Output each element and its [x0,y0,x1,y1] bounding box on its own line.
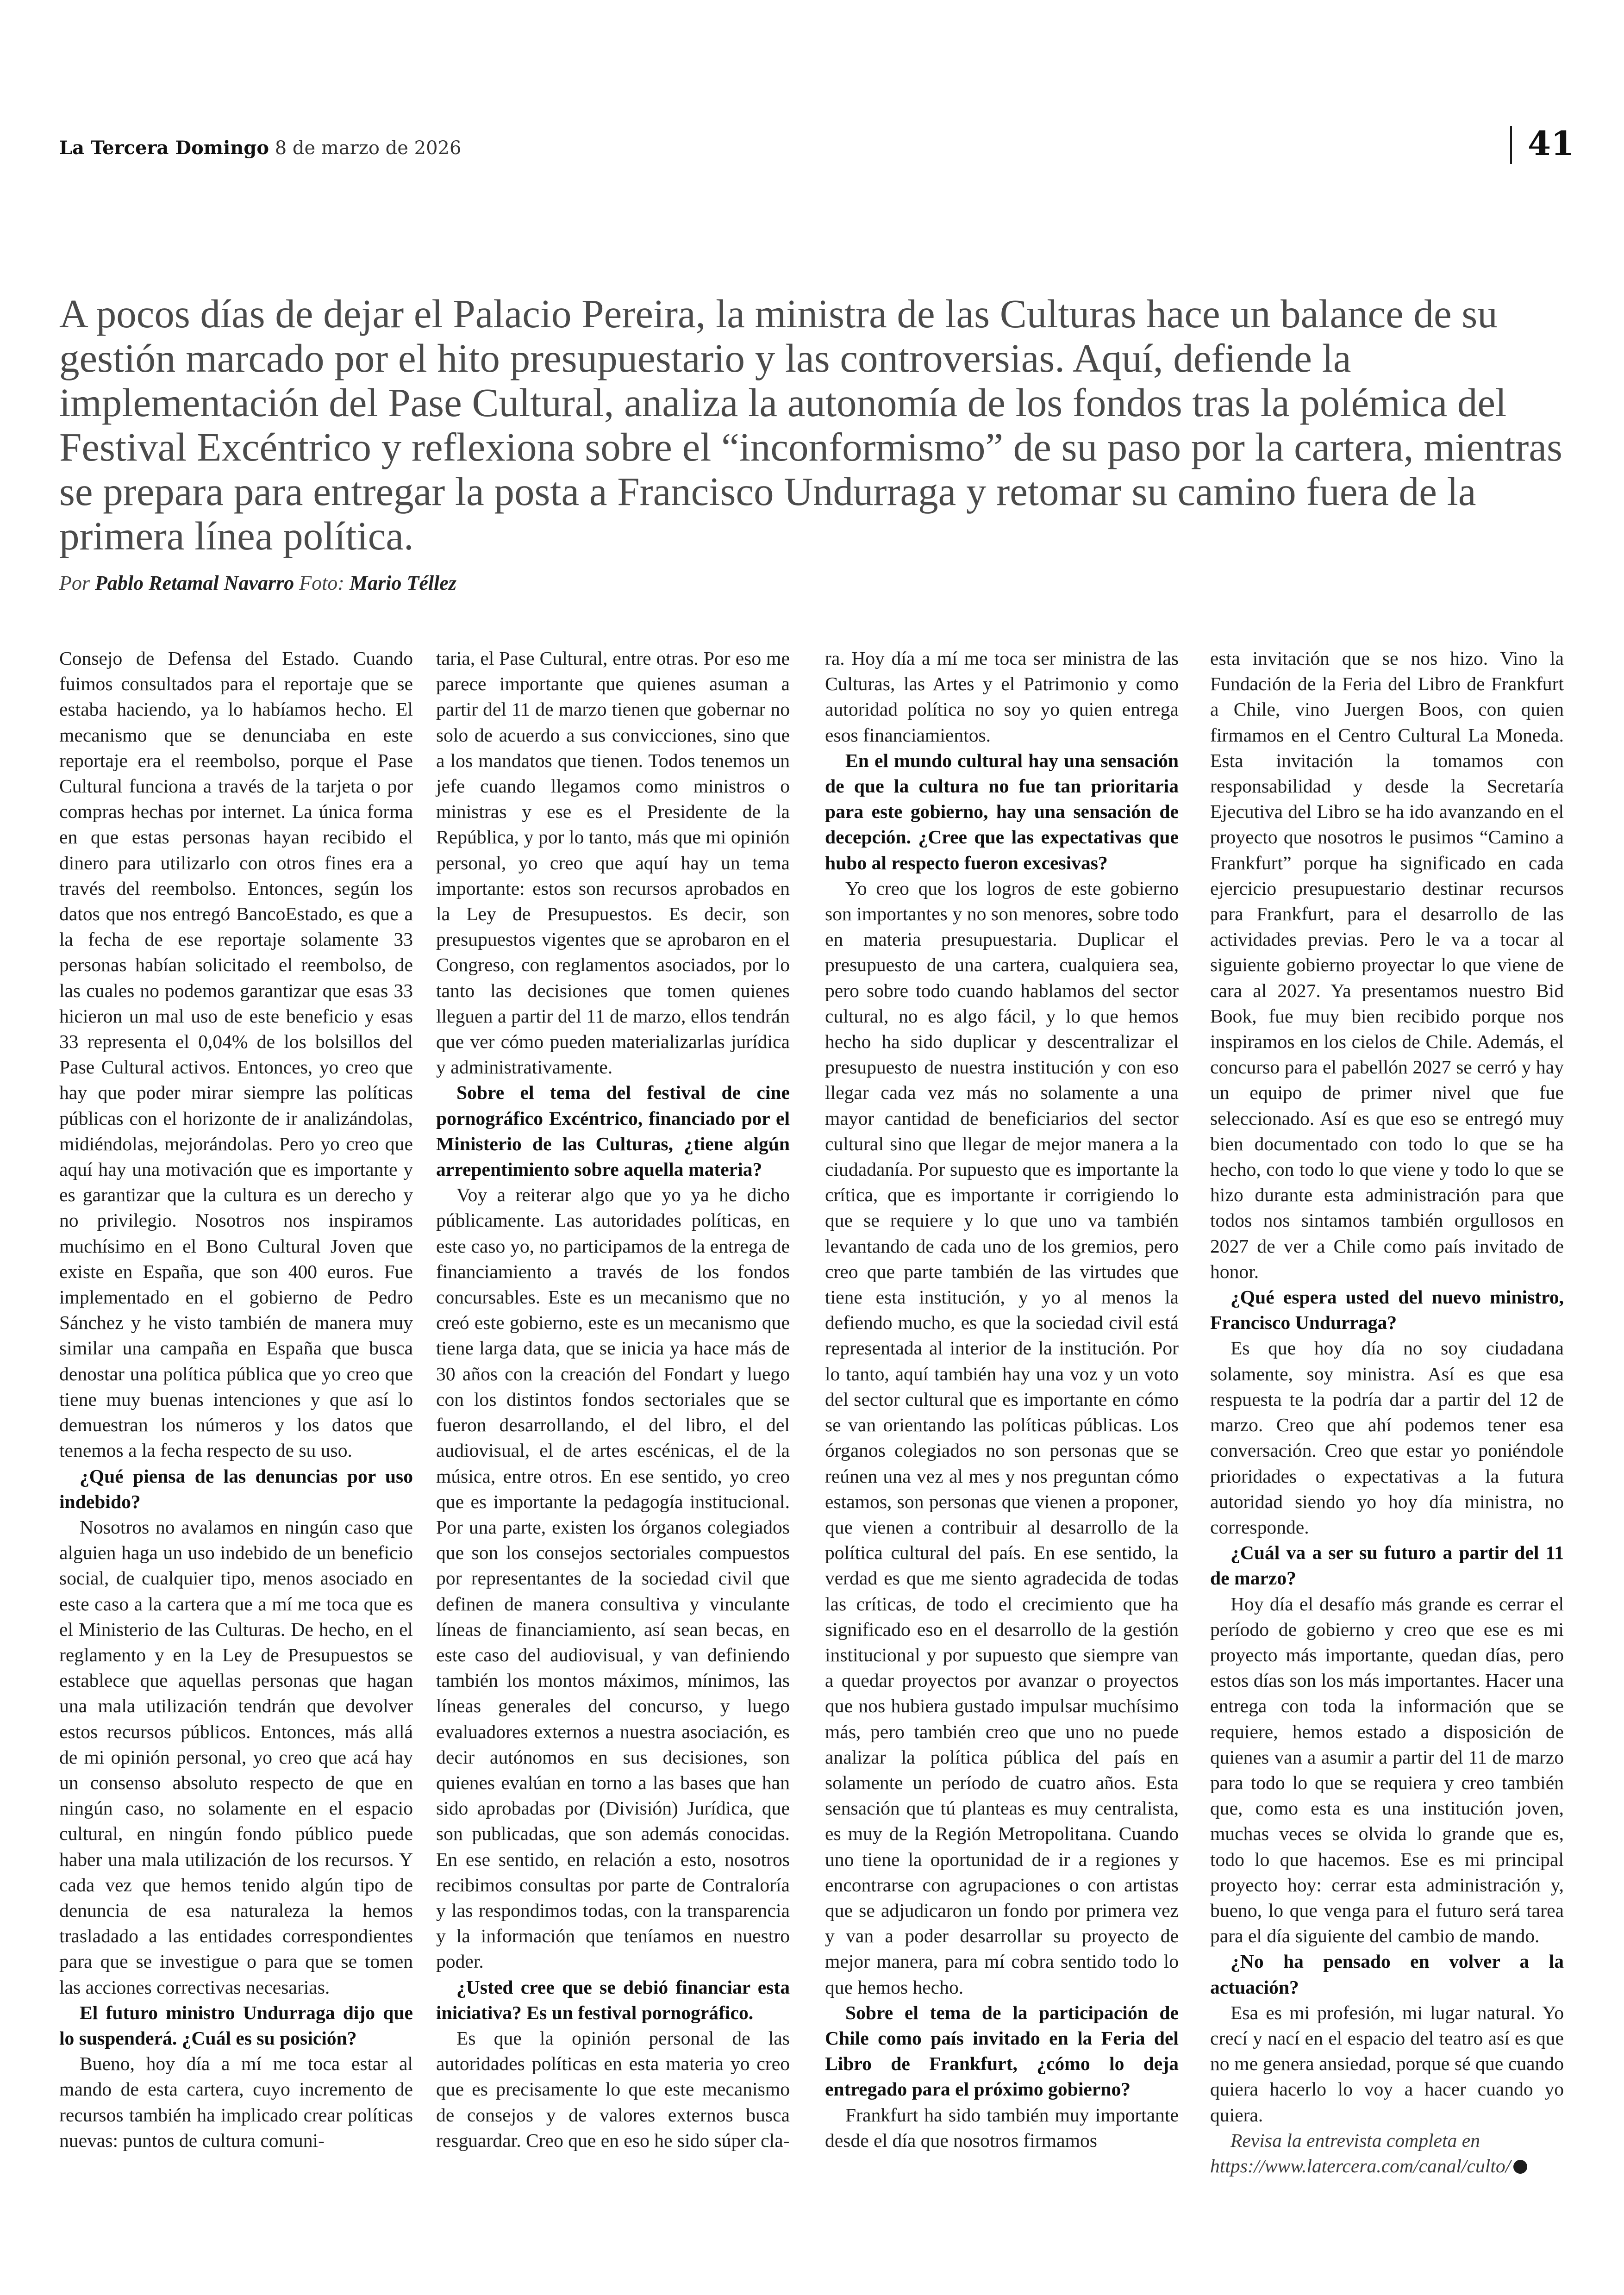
paragraph: taria, el Pase Cultural, entre otras. Por eso me parece importante que quienes asuman a partir del 11 de marzo tienen que gobernar no solo de acuerdo a sus convicciones, sino que a los mandatos que tienen. Todos tenemos un jefe cuando llegamos como ministros o ministras y ese es el Presidente de la República, y por lo tanto, más que mi opinión personal, yo creo que aquí hay un tema importante: estos son recursos aprobados en la Ley de Presupuestos. Es decir, son presupuestos vigentes que se aprobaron en el Congreso, con reglamentos asociados, por lo tanto las decisiones que tomen quienes lleguen a partir del 11 de marzo, ellos tendrán que ver cómo pueden materializarlas jurídica y administrativamente. [436,648,790,1078]
paragraph: Yo creo que los logros de este gobierno son importantes y no son menores, sobre todo en materia presupuestaria. Duplicar el presupuesto de una cartera, cualquiera sea, pero sobre todo cuando hablamos del sector cultural, no es algo fácil, y lo que hemos hecho ha sido duplicar y descentralizar el presupuesto de nuestra institución y con eso llegar cada vez más no solamente a una mayor cantidad de beneficiarios del sector cultural sino que llegar de mejor manera a la ciudadanía. Por supuesto que es importante la crítica, que es importante ir corrigiendo lo que se requiere y lo que uno va también levantando de cada uno de los gremios, pero creo que parte también de las virtudes que tiene esta institución, y yo al menos la defiendo mucho, es que la sociedad civil está representada al interior de la institución. Por lo tanto, aquí también hay una voz y un voto del sector cultural que es importante en cómo se van orientando las políticas públicas. Los órganos colegiados no son personas que se reúnen una vez al mes y nos preguntan cómo estamos, son personas que vienen a proponer, que vienen a contribuir al desarrollo de la política cultural del país. En ese sentido, la verdad es que me siento agradecida de todas las críticas, de todo el crecimiento que ha significado eso en el desarrollo de la gestión institucional y por supuesto que siempre van a quedar proyectos por avanzar o proyectos que nos hubiera gustado impulsar muchísimo más, pero también creo que uno no puede analizar la política pública del país en solamente un período de cuatro años. Esta sensación que tú planteas es muy centralista, es muy de la Región Metropolitana. Cuando uno tiene la oportunidad de ir a regiones y encontrarse con agrupaciones o con artistas que se adjudicaron un fondo por primera vez y van a poder desarrollar su proyecto de mejor manera, para mí cobra sentido todo lo que hemos hecho. [825,877,1179,1998]
paragraph: esta invitación que se nos hizo. Vino la Fundación de la Feria del Libro de Frankfurt a Chile, vino Juergen Boos, con quien firmamos en el Centro Cultural La Moneda. Esta invitación la tomamos con responsabilidad y desde la Secretaría Ejecutiva del Libro se ha ido avanzando en el proyecto que nosotros le pusimos “Camino a Frankfurt” porque ha significado en cada ejercicio presupuestario destinar recursos para Frankfurt, para el desarrollo de las actividades previas. Pero le va a tocar al siguiente gobierno proyectar lo que viene de cara al 2027. Ya presentamos nuestro Bid Book, fue muy bien recibido porque nos inspiramos en los cielos de Chile. Además, el concurso para el pabellón 2027 se cerró y hay un equipo de primer nivel que fue seleccionado. Así es que eso se entregó muy bien documentado con todo lo que se ha hecho, con todo lo que viene y todo lo que se hizo durante esta administración para que todos nos sintamos también orgullosos en 2027 de ver a Chile como país invitado de honor. [1210,648,1564,1282]
publication-name: La Tercera Domingo [59,137,269,159]
page-number-divider [1510,126,1512,164]
interview-question: ¿Usted cree que se debió financiar esta iniciativa? Es un festival pornográfico. [436,1976,790,2023]
interview-question: Sobre el tema de la participación de Chile como país invitado en la Feria del Libro de Frankfurt, ¿cómo lo deja entregado para el próximo gobierno? [825,2002,1179,2100]
text-column-4 [1210,646,1564,2179]
publication-line [59,137,461,159]
interview-question: ¿Qué piensa de las denuncias por uso indebido? [59,1465,413,1512]
text-column-1 [59,646,413,2153]
paragraph: ra. Hoy día a mí me toca ser ministra de las Culturas, las Artes y el Patrimonio y como autoridad política no soy yo quien entrega esos financiamientos. [825,648,1179,746]
byline [59,570,456,596]
byline-photographer: Mario Téllez [349,572,456,594]
interview-question: Sobre el tema del festival de cine pornográfico Excéntrico, financiado por el Ministerio de las Culturas, ¿tiene algún arrepentimiento sobre aquella materia? [436,1082,790,1180]
paragraph: Consejo de Defensa del Estado. Cuando fuimos consultados para el reportaje que se estaba haciendo, ya lo habíamos hecho. El mecanismo que se denunciaba en este reportaje era el reembolso, porque el Pase Cultural funciona a través de la tarjeta o por compras hechas por internet. La única forma en que estas personas hayan recibido el dinero para utilizarlo con otros fines era a través del reembolso. Entonces, según los datos que nos entregó BancoEstado, es que a la fecha de ese reportaje solamente 33 personas habían solicitado el reembolso, de las cuales no podemos garantizar que esas 33 hicieron un mal uso de este beneficio y esas 33 representa el 0,04% de los bolsillos del Pase Cultural activos. Entonces, yo creo que hay que poder mirar siempre las políticas públicas con el horizonte de ir analizándolas, midiéndolas, mejorándolas. Pero yo creo que aquí hay una motivación que es importante y es garantizar que la cultura es un derecho y no privilegio. Nosotros nos inspiramos muchísimo en el Bono Cultural Joven que existe en España, que son 400 euros. Fue implementado en el gobierno de Pedro Sánchez y he visto también de manera muy similar una campaña en España que busca denostar una política pública que yo creo que tiene muy buenas intenciones y que así lo demuestran los números y los datos que tenemos a la fecha respecto de su uso. [59,648,413,1461]
end-mark-icon [1513,2160,1527,2174]
interview-question: ¿Cuál va a ser su futuro a partir del 11 de marzo? [1210,1542,1564,1589]
interview-question: En el mundo cultural hay una sensación de que la cultura no fue tan prioritaria para este gobierno, hay una sensación de decepción. ¿Cree que las expectativas que hubo al respecto fueron excesivas? [825,749,1179,873]
byline-photo-label: Foto: [299,572,344,594]
text-column-2 [436,646,790,2153]
paragraph: Esa es mi profesión, mi lugar natural. Yo crecí y nací en el espacio del teatro así es que no me genera ansiedad, porque sé que cuando quiera hacerlo lo voy a hacer cuando yo quiera. [1210,2002,1564,2126]
paragraph: Es que la opinión personal de las autoridades políticas en esta materia yo creo que es precisamente lo que este mecanismo de consejos y de valores externos busca resguardar. Creo que en eso he sido súper cla- [436,2027,790,2151]
interview-question: El futuro ministro Undurraga dijo que lo suspenderá. ¿Cuál es su posición? [59,2002,413,2049]
paragraph: Nosotros no avalamos en ningún caso que alguien haga un uso indebido de un beneficio social, de cualquier tipo, menos asociado en este caso a la cartera que a mí me toca que es el Ministerio de las Culturas. De hecho, en el reglamento y en la Ley de Presupuestos se establece que aquellas personas que hagan una mala utilización tendrán que devolver estos recursos públicos. Entonces, más allá de mi opinión personal, yo creo que acá hay un consenso absoluto respecto de que en ningún caso, no solamente en el espacio cultural, en ningún fondo público puede haber una mala utilización de los recursos. Y cada vez que hemos tenido algún tipo de denuncia de esa naturaleza la hemos trasladado a las entidades correspondientes para que se investigue o para que se tomen las acciones correctivas necesarias. [59,1516,413,1998]
interview-question: ¿No ha pensado en volver a la actuación? [1210,1951,1564,1998]
page-number: 41 [1528,124,1574,163]
paragraph: Voy a reiterar algo que yo ya he dicho públicamente. Las autoridades políticas, en este caso yo, no participamos de la entrega de financiamiento a través de los fondos concursables. Este es un mecanismo que no creó este gobierno, este es un mecanismo que tiene larga data, que se inicia ya hace más de 30 años con la creación del Fondart y luego con los distintos fondos sectoriales que se fueron desarrollando, el del libro, el del audiovisual, el de artes escénicas, el de la música, entre otros. En ese sentido, yo creo que es importante la pedagogía institucional. Por una parte, existen los órganos colegiados que son los consejos sectoriales compuestos por representantes de la sociedad civil que definen de manera consultiva y vinculante líneas de financiamiento, así sean becas, en este caso del audiovisual, y van definiendo también los montos máximos, mínimos, las líneas generales del concurso, y luego evaluadores externos a nuestra asociación, es decir autónomos en sus decisiones, son quienes evalúan en torno a las bases que han sido aprobadas por (División) Jurídica, que son publicadas, que son además conocidas. En ese sentido, en relación a esto, nosotros recibimos consultas por parte de Contraloría y las respondimos todas, con la transparencia y la información que teníamos en nuestro poder. [436,1184,790,1972]
paragraph: Hoy día el desafío más grande es cerrar el período de gobierno y creo que ese es mi proyecto más importante, quedan días, pero estos días son los más importantes. Hacer una entrega con toda la información que se requiere, hemos estado a disposición de quienes van a asumir a partir del 11 de marzo para todo lo que se requiera y creo también que, como esta es una institución joven, muchas veces se olvida lo grande que es, todo lo que hacemos. Ese es mi principal proyecto hoy: cerrar esta administración y, bueno, lo que venga para el futuro será tarea para el día siguiente del cambio de mando. [1210,1593,1564,1947]
text-column-3 [825,646,1179,2153]
paragraph: Bueno, hoy día a mí me toca estar al mando de esta cartera, cuyo incremento de recursos también ha implicado crear políticas nuevas: puntos de cultura comuni- [59,2053,413,2151]
online-link-text: Revisa la entrevista completa en https://www.latercera.com/canal/culto/ [1210,2129,1511,2177]
article-lede: A pocos días de dejar el Palacio Pereira, la ministra de las Culturas hace un balance de su gestión marcado por el hito presupuestario y las controversias. Aquí, defiende la implementación del Pase Cultural, analiza la autonomía de los fondos tras la polémica del Festival Excéntrico y reflexiona sobre el “inconformismo” de su paso por la cartera, mientras se prepara para entregar la posta a Francisco Undurraga y retomar su camino fuera de la primera línea política. [59,291,1562,558]
paragraph: Es que hoy día no soy ciudadana solamente, soy ministra. Así es que esa respuesta te la podría dar a partir del 12 de marzo. Creo que ahí podemos tener esa conversación. Creo que estar yo poniéndole prioridades o expectativas a la futura autoridad siendo yo hoy día ministra, no corresponde. [1210,1337,1564,1538]
paragraph: Frankfurt ha sido también muy importante desde el día que nosotros firmamos [825,2104,1179,2151]
byline-by-label: Por [59,572,90,594]
publication-date: 8 de marzo de 2026 [275,137,462,159]
interview-question: ¿Qué espera usted del nuevo ministro, Francisco Undurraga? [1210,1286,1564,1334]
byline-author: Pablo Retamal Navarro [95,572,294,594]
online-link-note [1210,2128,1564,2179]
